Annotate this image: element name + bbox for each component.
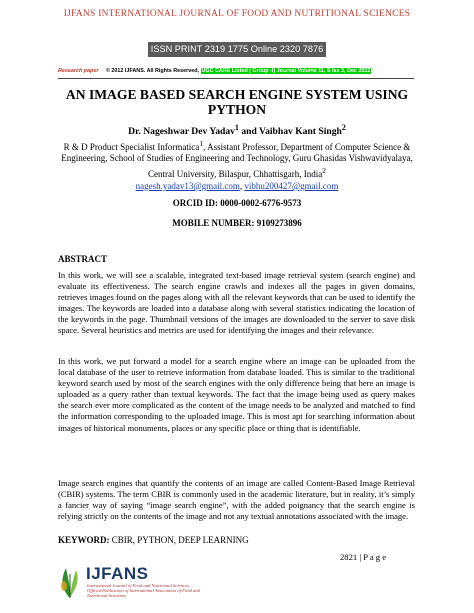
email-line bbox=[40, 181, 434, 191]
journal-logo bbox=[56, 562, 256, 606]
email-separator: , bbox=[239, 181, 245, 191]
abstract-heading: ABSTRACT bbox=[58, 254, 108, 264]
author-joiner: and bbox=[238, 126, 260, 138]
mobile-number: MOBILE NUMBER: 9109273896 bbox=[172, 218, 302, 228]
page-number: 2821 | P a g e bbox=[340, 552, 387, 562]
issn-banner: ISSN PRINT 2319 1775 Online 2320 7876 bbox=[148, 42, 326, 57]
affiliation-part-2: , Assistant Professor, Department of Computer Science & Engineering, School of Studies of Engineering and Technology, Guru Ghasidas Vishwavidyalaya, Central University, Bilaspur, Chhattisgarh, India bbox=[61, 142, 413, 179]
wheat-leaf-logo-icon bbox=[56, 564, 84, 600]
affiliation bbox=[56, 138, 418, 180]
meta-line bbox=[58, 68, 371, 74]
author-line bbox=[40, 123, 434, 137]
author-1-sup: 1 bbox=[234, 123, 239, 132]
email-link-1[interactable]: nagesh.yadav13@gmail.com bbox=[135, 181, 240, 191]
research-paper-label: Research paper bbox=[58, 68, 99, 74]
author-1: Dr. Nageshwar Dev Yadav bbox=[128, 126, 235, 138]
copyright-text: © 2012 IJFANS. All Rights Reserved, bbox=[105, 68, 200, 74]
abstract-paragraph-3: Image search engines that quantify the contents of an image are called Content-Based Image Retrieval (CBIR) systems. The term CBIR is commonly used in the academic literature, but in reality, it’s simply a fancier way of saying “image search engine”, with the added poignancy that the search engine is relying strictly on the contents of the image and not any textual annotations associated with the image. bbox=[58, 478, 415, 522]
paper-title: AN IMAGE BASED SEARCH ENGINE SYSTEM USING PYTHON bbox=[65, 87, 409, 117]
author-2: Vaibhav Kant Singh bbox=[259, 126, 342, 138]
journal-title: IJFANS INTERNATIONAL JOURNAL OF FOOD AND NUTRITIONAL SCIENCES bbox=[63, 9, 411, 19]
logo-wordmark: IJFANS bbox=[86, 564, 149, 583]
keywords-value: CBIR, PYTHON, DEEP LEARNING bbox=[109, 535, 249, 545]
affiliation-sup-2: 2 bbox=[322, 165, 327, 175]
author-2-sup: 2 bbox=[341, 123, 346, 132]
header-divider bbox=[58, 78, 414, 79]
logo-subtitle-main: International Journal of Food and Nutritional Sciences bbox=[87, 583, 189, 588]
abstract-paragraph-1: In this work, we will see a scalable, integrated text-based image retrieval system (search engine) and evaluate its effectiveness. The search engine crawls and indexes all the pages in given domains, retrieves images found on the pages along with all the relevant keywords that can be used to identify the images. The keywords are loaded into a database along with several statistics indicating the location of the keywords in the page. Thumbnail versions of the images are downloaded to the server to save disk space. Several heuristics and metrics are used for identifying the images and their relevance. bbox=[58, 270, 415, 336]
logo-subtitle bbox=[87, 583, 207, 598]
ugc-listing-badge: UGC CARE Listed ( Group -I) Journal Volume 11, S Iss 3, Dec 2022 bbox=[201, 68, 371, 74]
keywords-line bbox=[58, 535, 249, 545]
abstract-paragraph-2: In this work, we put forward a model for a search engine where an image can be uploaded from the local database of the user to retrieve information from database loaded. This is similar to the traditional keyword search used by most of the search engines with the only difference being that here an image is uploaded as a query rather than textual keywords. The fact that the image being used as query makes the search ever more complicated as the content of the image needs to be analyzed and matched to find the information corresponding to the uploaded image. This is most apt for searching information about images of historical monuments, places or any specific place or thing that is identifiable. bbox=[58, 356, 415, 433]
orcid-id: ORCID ID: 0000-0002-6776-9573 bbox=[172, 198, 302, 208]
keywords-label: KEYWORD: bbox=[58, 535, 110, 545]
email-link-2[interactable]: vibhu200427@gmail.com bbox=[244, 181, 339, 191]
logo-tagline: Official Publication of International Association of Food and Nutritional Scientists bbox=[87, 588, 200, 598]
affiliation-sup-1: 1 bbox=[199, 139, 204, 148]
affiliation-part-1: R & D Product Specialist Informatica bbox=[63, 142, 200, 152]
